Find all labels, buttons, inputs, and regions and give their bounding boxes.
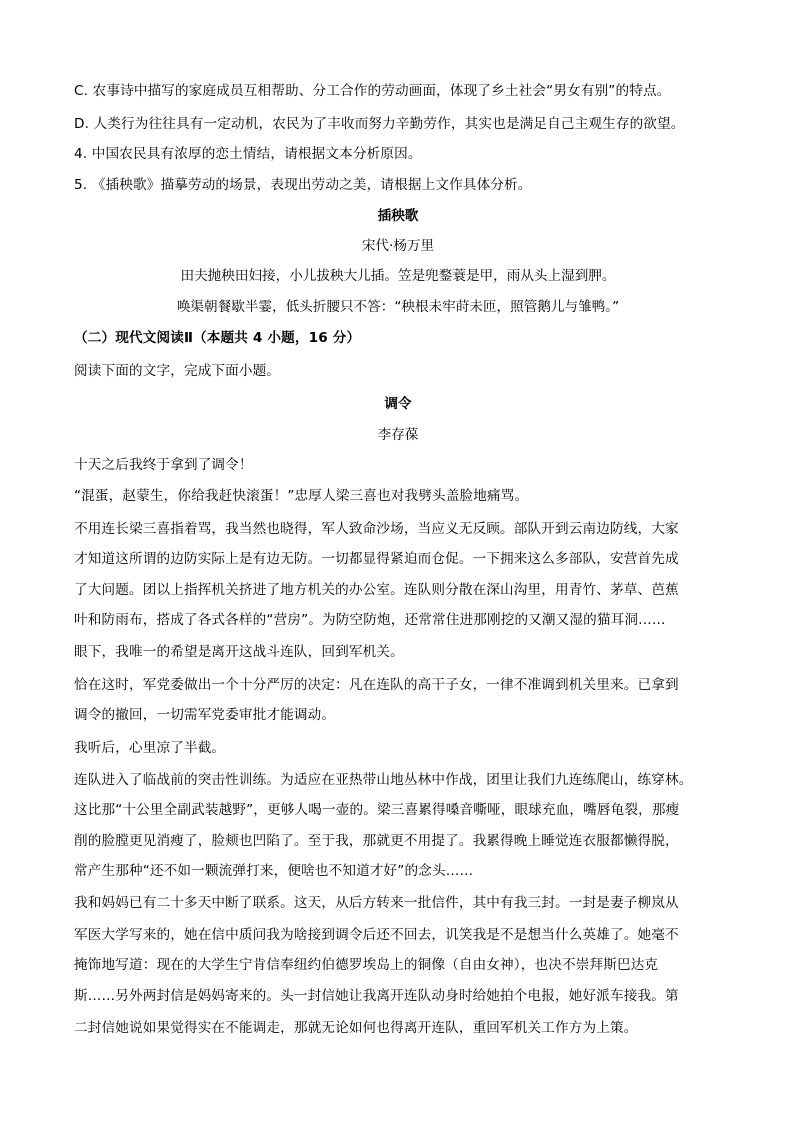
- poem-line-1: 田夫抛秧田妇接，小儿拔秧大儿插。笠是兜鍪蓑是甲，雨从头上湿到胛。: [180, 268, 616, 284]
- section-heading: （二）现代文阅读Ⅱ（本题共 4 小题，16 分）: [74, 330, 361, 346]
- poem-line-2: 唤渠朝餐歇半霎，低头折腰只不答：“秧根未牢莳未匝，照管鹅儿与雏鸭。”: [176, 299, 620, 315]
- story-line: 恰在这时，军党委做出一个十分严厉的决定：凡在连队的高干子女，一律不准调到机关里来。已拿到: [74, 677, 679, 693]
- poem-author: 宋代·杨万里: [361, 238, 435, 254]
- story-line: 常产生那种“还不如一颗流弹打来，便啥也不知道才好”的念头……: [74, 863, 474, 879]
- poem-title: 插秧歌: [377, 208, 419, 224]
- story-line: 了大问题。团以上指挥机关挤进了地方机关的办公室。连队则分散在深山沟里，用青竹、茅草、芭蕉: [74, 582, 679, 598]
- question-5: 5. 《插秧歌》描摹劳动的场景，表现出劳动之美，请根据上文作具体分析。: [74, 177, 532, 193]
- story-line: 连队进入了临战前的突击性训练。为适应在亚热带山地丛林中作战，团里让我们九连练爬山，练穿林。: [74, 772, 693, 788]
- story-line: 我听后，心里凉了半截。: [74, 740, 226, 756]
- question-4: 4. 中国农民具有浓厚的恋土情结，请根据文本分析原因。: [74, 146, 422, 162]
- story-line: 军医大学写来的，她在信中质问我为啥接到调令后还不回去，讥笑我是不是想当什么英雄了。她毫不: [74, 927, 679, 943]
- option-d: D. 人类行为往往具有一定动机，农民为了丰收而努力辛勤劳作，其实也是满足自己主观生存的欲望。: [74, 116, 685, 132]
- story-line: 不用连长梁三喜指着骂，我当然也晓得，军人致命沙场，当应义无反顾。部队开到云南边防线，大家: [74, 521, 679, 537]
- story-author: 李存葆: [377, 427, 419, 443]
- section-instruction: 阅读下面的文字，完成下面小题。: [74, 363, 281, 379]
- story-line: 二封信她说如果觉得实在不能调走，那就无论如何也得离开连队，重回军机关工作方为上策。: [74, 1020, 638, 1036]
- story-line: 掩饰地写道：现在的大学生宁肯信奉纽约伯德罗埃岛上的铜像（自由女神），也决不崇拜斯巴达克: [74, 957, 659, 973]
- story-line: 才知道这所谓的边防实际上是有边无防。一切都显得紧迫而仓促。一下拥来这么多部队，安营首先成: [74, 551, 679, 567]
- story-line: 我和妈妈已有二十多天中断了联系。这天，从后方转来一批信件，其中有我三封。一封是妻子柳岚从: [74, 895, 679, 911]
- story-line: 眼下，我唯一的希望是离开这战斗连队，回到军机关。: [74, 644, 404, 660]
- story-line: 调令的撤回，一切需军党委审批才能调动。: [74, 707, 336, 723]
- story-title: 调令: [384, 396, 412, 412]
- story-line: 这比那“十公里全副武装越野”，更够人喝一壶的。梁三喜累得嗓音嘶哑，眼球充血，嘴唇龟裂，那瘦: [74, 802, 680, 818]
- story-line: 十天之后我终于拿到了调令！: [74, 457, 253, 473]
- story-line: 斯……另外两封信是妈妈寄来的。头一封信她让我离开连队动身时给她拍个电报，她好派车接我。第: [74, 988, 679, 1004]
- option-c: C. 农事诗中描写的家庭成员互相帮助、分工合作的劳动画面，体现了乡土社会“男女有别”的特点。: [74, 83, 671, 99]
- story-line: 叶和防雨布，搭成了各式各样的“营房”。为防空防炮，还常常住进那刚挖的又潮又湿的猫耳洞……: [74, 612, 666, 628]
- story-line: “混蛋，赵蒙生，你给我赶快滚蛋！”忠厚人梁三喜也对我劈头盖脸地痛骂。: [74, 488, 529, 504]
- story-line: 削的脸膛更见消瘦了，脸颊也凹陷了。至于我，那就更不用提了。我累得晚上睡觉连衣服都懒得脱，: [74, 833, 679, 849]
